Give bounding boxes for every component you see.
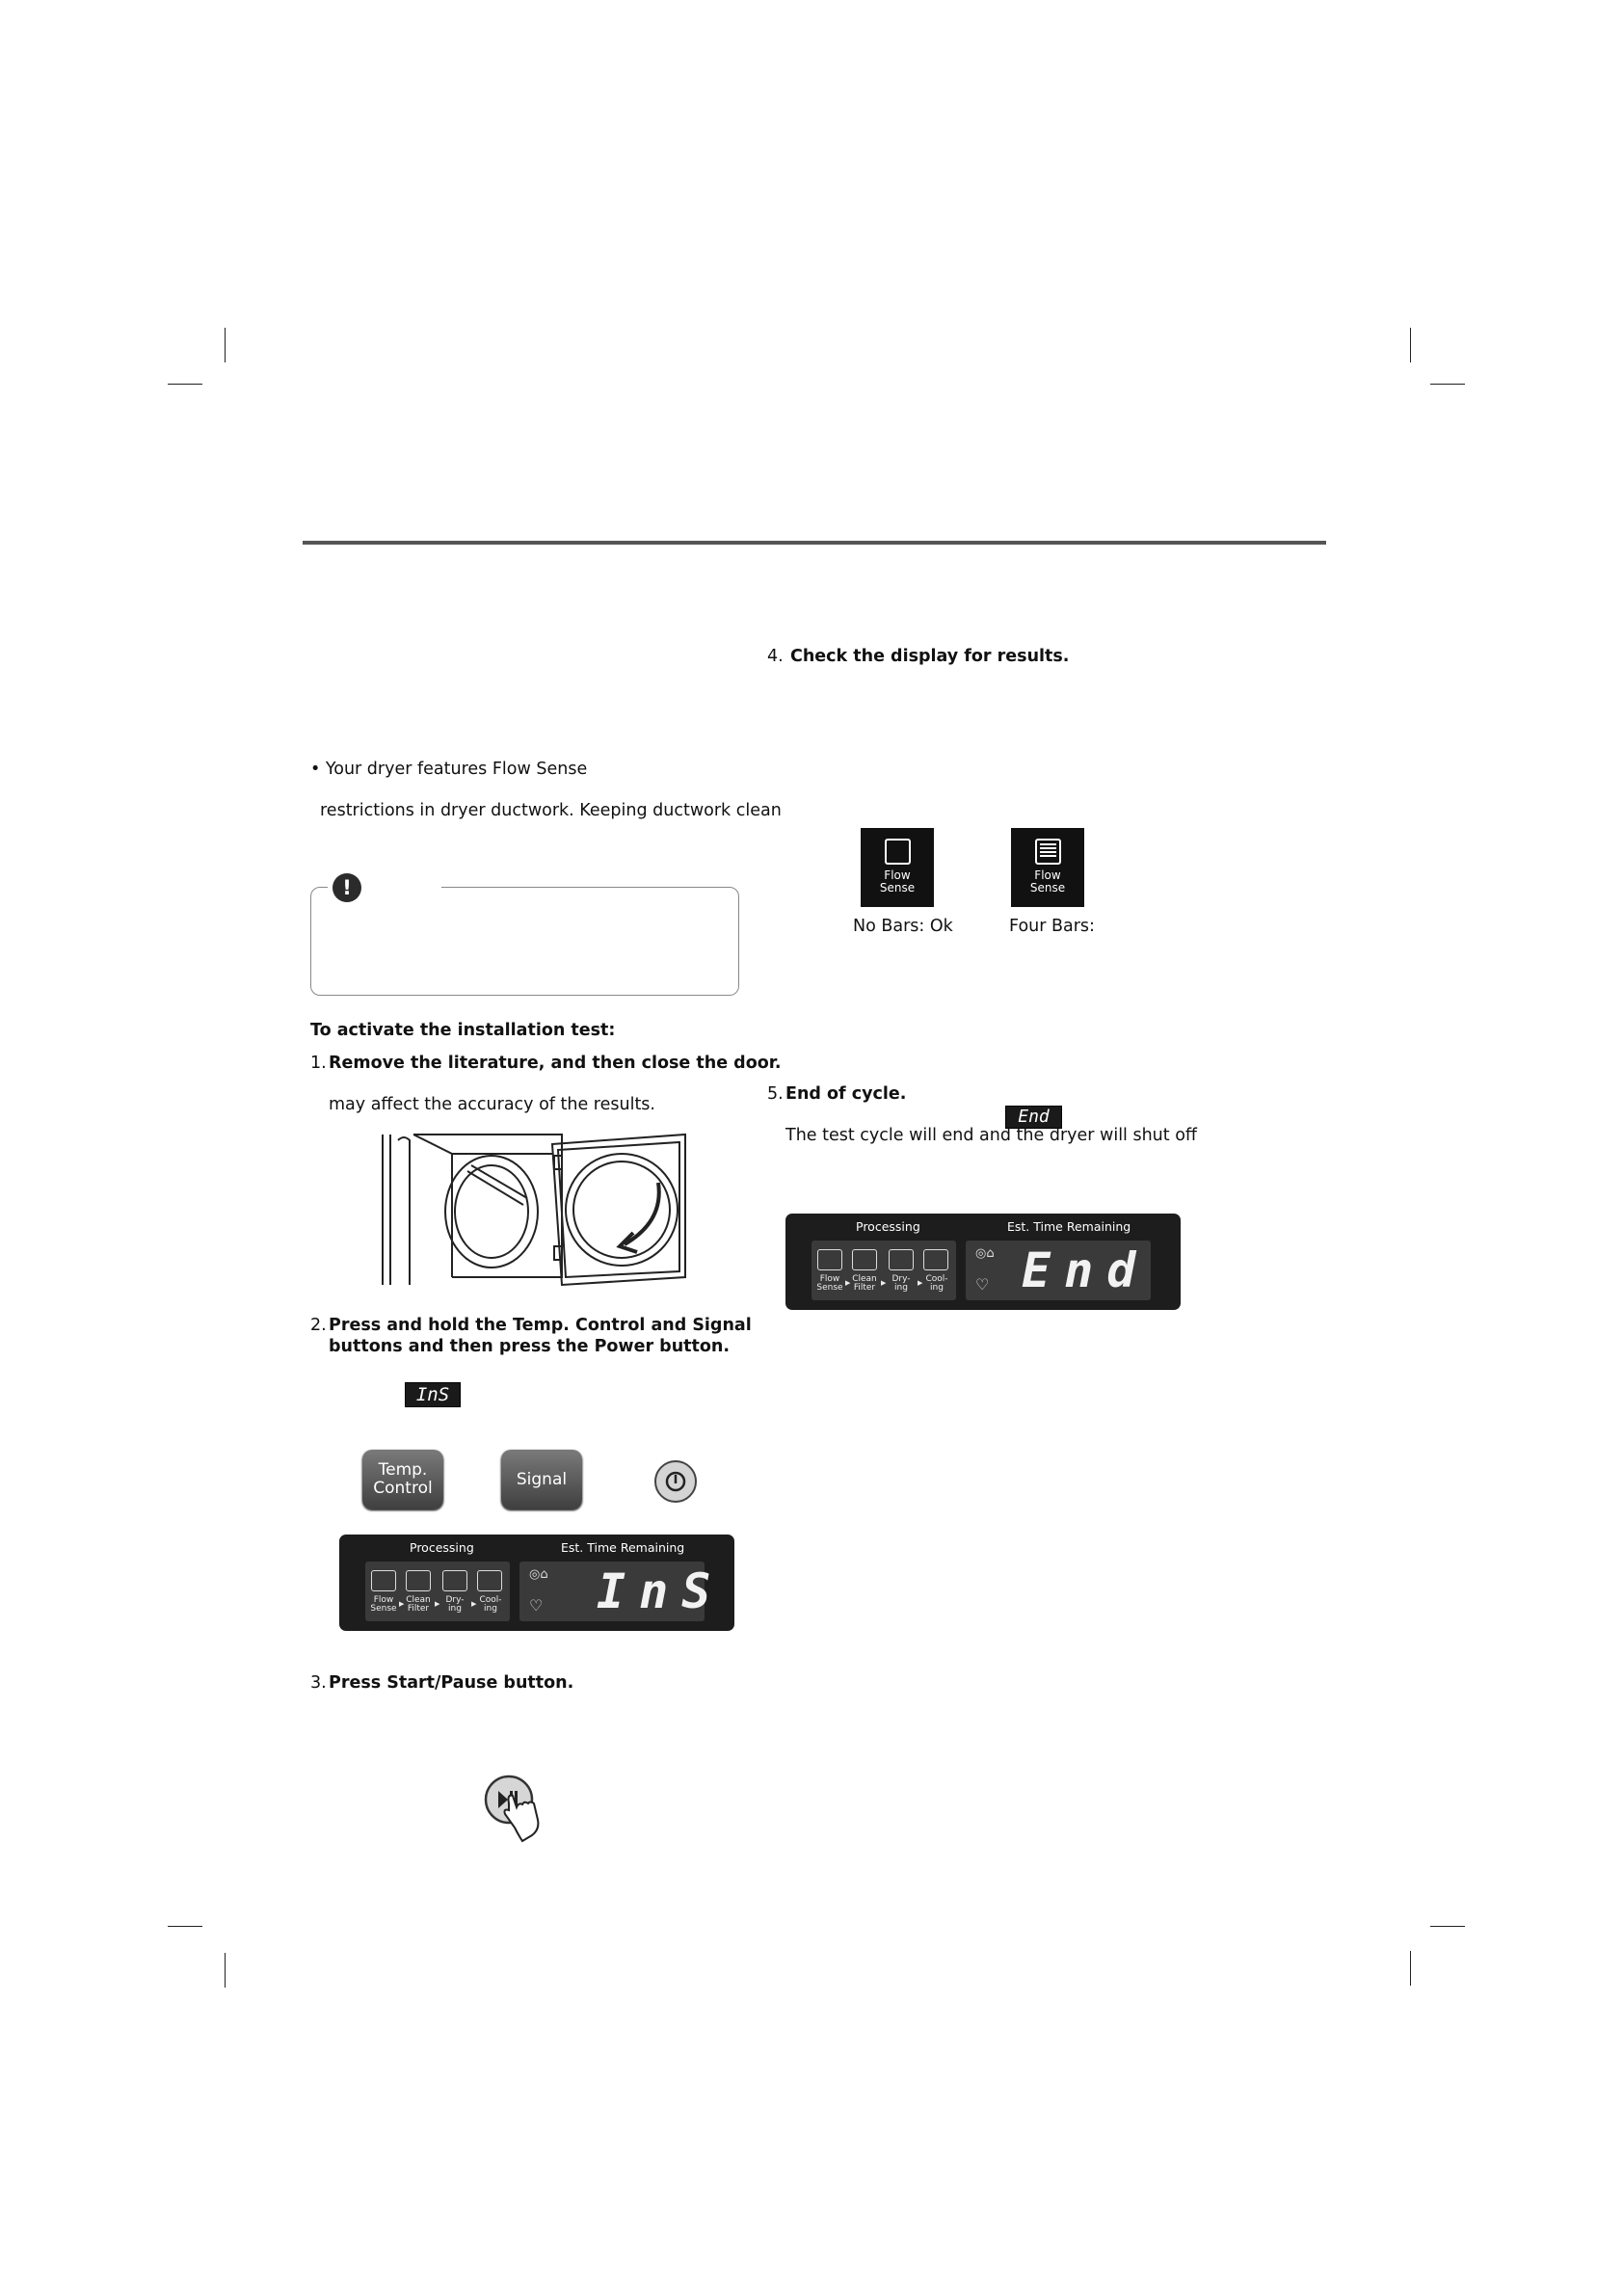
step2-title-line2: buttons and then press the Power button. <box>329 1337 731 1356</box>
header-rule <box>303 541 1326 545</box>
status-icons: ◎⌂ <box>529 1567 548 1582</box>
stage-arrow: ▶ <box>845 1279 851 1287</box>
step5-body: The test cycle will end and the dryer will shut off <box>785 1126 1197 1145</box>
step5-number: 5. <box>767 1084 784 1104</box>
step4-number: 4. <box>767 647 784 666</box>
clean-filter-icon <box>852 1249 877 1270</box>
start-pause-button[interactable] <box>482 1772 565 1855</box>
stage-arrow: ▶ <box>435 1600 440 1608</box>
temp-control-label-line1: Temp. <box>378 1460 428 1480</box>
cooling-icon <box>477 1570 502 1591</box>
step2-title-line1: Press and hold the Temp. Control and Signal <box>329 1316 752 1335</box>
stage-icons <box>365 1562 510 1621</box>
heart-icon: ♡ <box>975 1275 990 1294</box>
intro-bullet: • Your dryer features Flow Sense <box>310 760 588 779</box>
no-bars-caption: No Bars: Ok <box>853 917 953 936</box>
stage-flow-sense: Flow Sense <box>816 1274 843 1293</box>
end-readout: End <box>1022 1242 1150 1298</box>
flow-sense-four-bars-icon <box>1035 839 1061 865</box>
display-panel-ins <box>339 1535 734 1631</box>
step1-title: Remove the literature, and then close the door. <box>329 1054 782 1073</box>
drying-icon <box>442 1570 467 1591</box>
stage-drying: Dry- ing <box>891 1274 911 1293</box>
temp-control-label-line2: Control <box>373 1479 433 1498</box>
crop-mark <box>225 328 226 362</box>
heart-icon: ♡ <box>529 1596 544 1615</box>
step3-title: Press Start/Pause button. <box>329 1673 574 1693</box>
stage-clean-filter: Clean Filter <box>852 1274 877 1293</box>
crop-mark <box>1430 384 1465 385</box>
stage-arrow: ▶ <box>881 1279 887 1287</box>
drying-icon <box>889 1249 914 1270</box>
flow-sense-icon <box>371 1570 396 1591</box>
caution-icon: ! <box>333 873 361 902</box>
flow-sense-tile-line1: Flow <box>1034 868 1061 882</box>
flow-sense-tile-no-bars <box>861 828 934 907</box>
crop-mark <box>225 1953 226 1988</box>
flow-sense-tile-line2: Sense <box>879 881 916 894</box>
power-button[interactable] <box>654 1460 697 1503</box>
signal-button[interactable] <box>501 1450 582 1509</box>
display-panel-end <box>785 1214 1181 1310</box>
flow-sense-tile-line2: Sense <box>1029 881 1066 894</box>
signal-label: Signal <box>516 1469 568 1489</box>
time-remaining-label: Est. Time Remaining <box>1007 1219 1131 1234</box>
note-box <box>310 887 739 996</box>
step3-number: 3. <box>310 1673 327 1693</box>
step5-title: End of cycle. <box>785 1084 907 1104</box>
step2-number: 2. <box>310 1316 327 1335</box>
stage-flow-sense: Flow Sense <box>370 1595 397 1614</box>
step1-number: 1. <box>310 1054 327 1073</box>
stage-cooling: Cool- ing <box>479 1595 502 1614</box>
crop-mark <box>1410 1951 1411 1986</box>
status-icons: ◎⌂ <box>975 1246 995 1261</box>
four-bars-caption: Four Bars: <box>1009 917 1095 936</box>
clean-filter-icon <box>406 1570 431 1591</box>
stage-arrow: ▶ <box>918 1279 923 1287</box>
stage-arrow: ▶ <box>399 1600 405 1608</box>
time-readout-box <box>966 1241 1151 1300</box>
end-badge: End <box>1005 1106 1062 1129</box>
step4-title: Check the display for results. <box>790 647 1070 666</box>
flow-sense-tile-line1: Flow <box>884 868 911 882</box>
dryer-door-illustration <box>379 1133 689 1287</box>
processing-label: Processing <box>410 1540 474 1555</box>
time-readout-box <box>519 1562 725 1621</box>
crop-mark <box>1410 328 1411 362</box>
flow-sense-empty-icon <box>885 839 911 865</box>
temp-control-button[interactable] <box>362 1450 443 1509</box>
crop-mark <box>168 1926 202 1927</box>
stage-arrow: ▶ <box>471 1600 477 1608</box>
stage-cooling: Cool- ing <box>925 1274 948 1293</box>
power-icon <box>656 1462 695 1501</box>
flow-sense-icon <box>817 1249 842 1270</box>
stage-icons <box>812 1241 956 1300</box>
activate-heading: To activate the installation test: <box>310 1021 616 1040</box>
crop-mark <box>1430 1926 1465 1927</box>
ins-badge: InS <box>405 1382 461 1407</box>
ins-readout: InS <box>597 1563 725 1619</box>
intro-bullet-continued: restrictions in dryer ductwork. Keeping ductwork clean <box>320 801 782 820</box>
step1-body: may affect the accuracy of the results. <box>329 1095 655 1114</box>
stage-clean-filter: Clean Filter <box>406 1595 431 1614</box>
cooling-icon <box>923 1249 948 1270</box>
crop-mark <box>168 384 202 385</box>
processing-label: Processing <box>856 1219 920 1234</box>
flow-sense-tile-four-bars <box>1011 828 1084 907</box>
time-remaining-label: Est. Time Remaining <box>561 1540 685 1555</box>
stage-drying: Dry- ing <box>445 1595 465 1614</box>
